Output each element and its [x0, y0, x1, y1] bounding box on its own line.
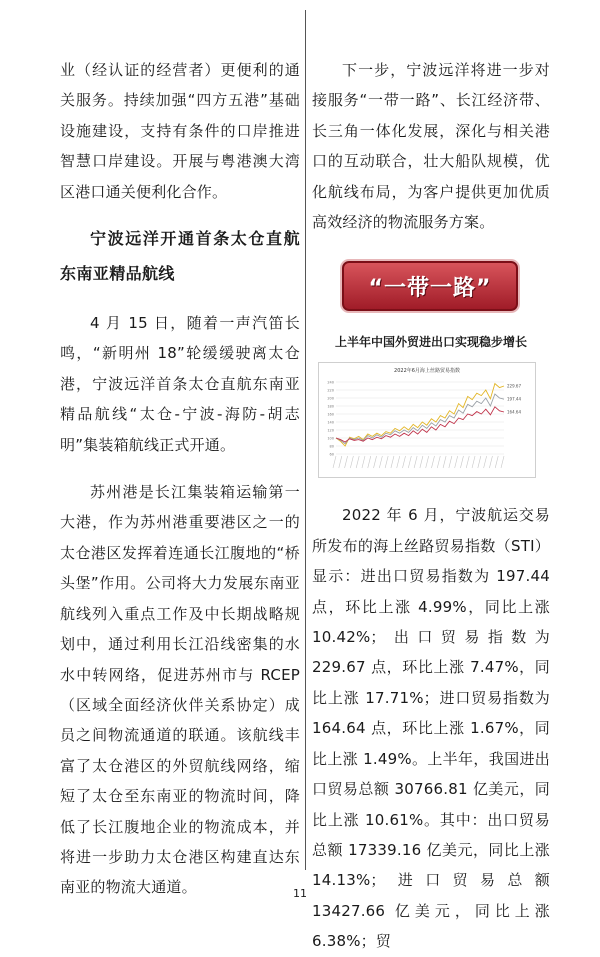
article-heading: 宁波远洋开通首条太仓直航东南亚精品航线: [60, 229, 300, 284]
left-column: [60, 55, 300, 903]
column-divider: [305, 10, 306, 870]
end-value-label: 164.64: [507, 410, 521, 416]
chart-title: 2022年6月海上丝路贸易指数: [394, 368, 460, 375]
paragraph-customs: 业（经认证的经营者）更便利的通关服务。持续加强“四方五港”基础设施建设，支持有条件的口岸推进智慧口岸建设。开展与粤港澳大湾区港口通关便利化合作。: [60, 61, 300, 201]
paragraph-route-launch: 4 月 15 日，随着一声汽笛长鸣，“新明州 18”轮缓缓驶离太仓港，宁波远洋首条太仓直航东南亚精品航线“太仓-宁波-海防-胡志明”集装箱航线正式开通。: [60, 314, 300, 454]
y-tick-label: 200: [327, 396, 334, 401]
y-tick-label: 160: [327, 412, 334, 417]
page-number: 11: [293, 887, 307, 900]
banner-text: “一带一路”: [368, 275, 492, 301]
y-tick-label: 60: [329, 452, 334, 457]
y-tick-label: 80: [329, 444, 334, 449]
paragraph-suzhou-port: 苏州港是长江集装箱运输第一大港，作为苏州港重要港区之一的太仓港区发挥着连通长江腹地的“桥头堡”作用。公司将大力发展东南亚航线列入重点工作及中长期战略规划中，通过利用长江沿线密集的水水中转网络，促进苏州市与 RCEP（区域全面经济伙伴关系协定）成员之间物流通道的联通。该航线丰富了太仓港区的外贸航线网络，缩短了太仓至东南亚的物流时间，降低了长江腹地企业的物流成本，并将进一步助力太仓港区构建直达东南亚的物流大通道。: [60, 483, 300, 897]
end-value-label: 229.67: [507, 384, 521, 390]
section-title: 上半年中国外贸进出口实现稳步增长: [334, 335, 527, 350]
y-tick-label: 100: [327, 436, 334, 441]
y-tick-label: 180: [327, 404, 334, 409]
paragraph-next-step: 下一步，宁波远洋将进一步对接服务“一带一路”、长江经济带、长三角一体化发展，深化与相关港口的互动联合，壮大船队规模，优化航线布局，为客户提供更加优质高效经济的物流服务方案。: [312, 61, 550, 232]
belt-road-banner: [342, 261, 518, 311]
y-tick-label: 120: [327, 428, 334, 433]
sti-chart: [318, 362, 536, 478]
y-tick-label: 240: [327, 380, 334, 385]
paragraph-sti-stats: 2022 年 6 月，宁波航运交易所发布的海上丝路贸易指数（STI）显示：进出口贸易指数为 197.44 点，环比上涨 4.99%，同比上涨 10.42%；出口贸易指数为 229.67 点，环比上涨 7.47%，同比上涨 17.71%；进口贸易指数为 164.64 点，环比上涨 1.67%，同比上涨 1.49%。上半年，我国进出口贸易总额 30766.81 亿美元，同比上涨 10.61%。其中：出口贸易总额 17339.16 亿美元，同比上涨 14.13%；进口贸易总额 13427.66 亿美元，同比上涨 6.38%；贸: [312, 506, 550, 951]
y-tick-label: 220: [327, 388, 334, 393]
end-value-label: 197.44: [507, 396, 521, 402]
right-column: [312, 55, 550, 957]
sti-chart-svg: [318, 362, 536, 478]
y-tick-label: 140: [327, 420, 334, 425]
